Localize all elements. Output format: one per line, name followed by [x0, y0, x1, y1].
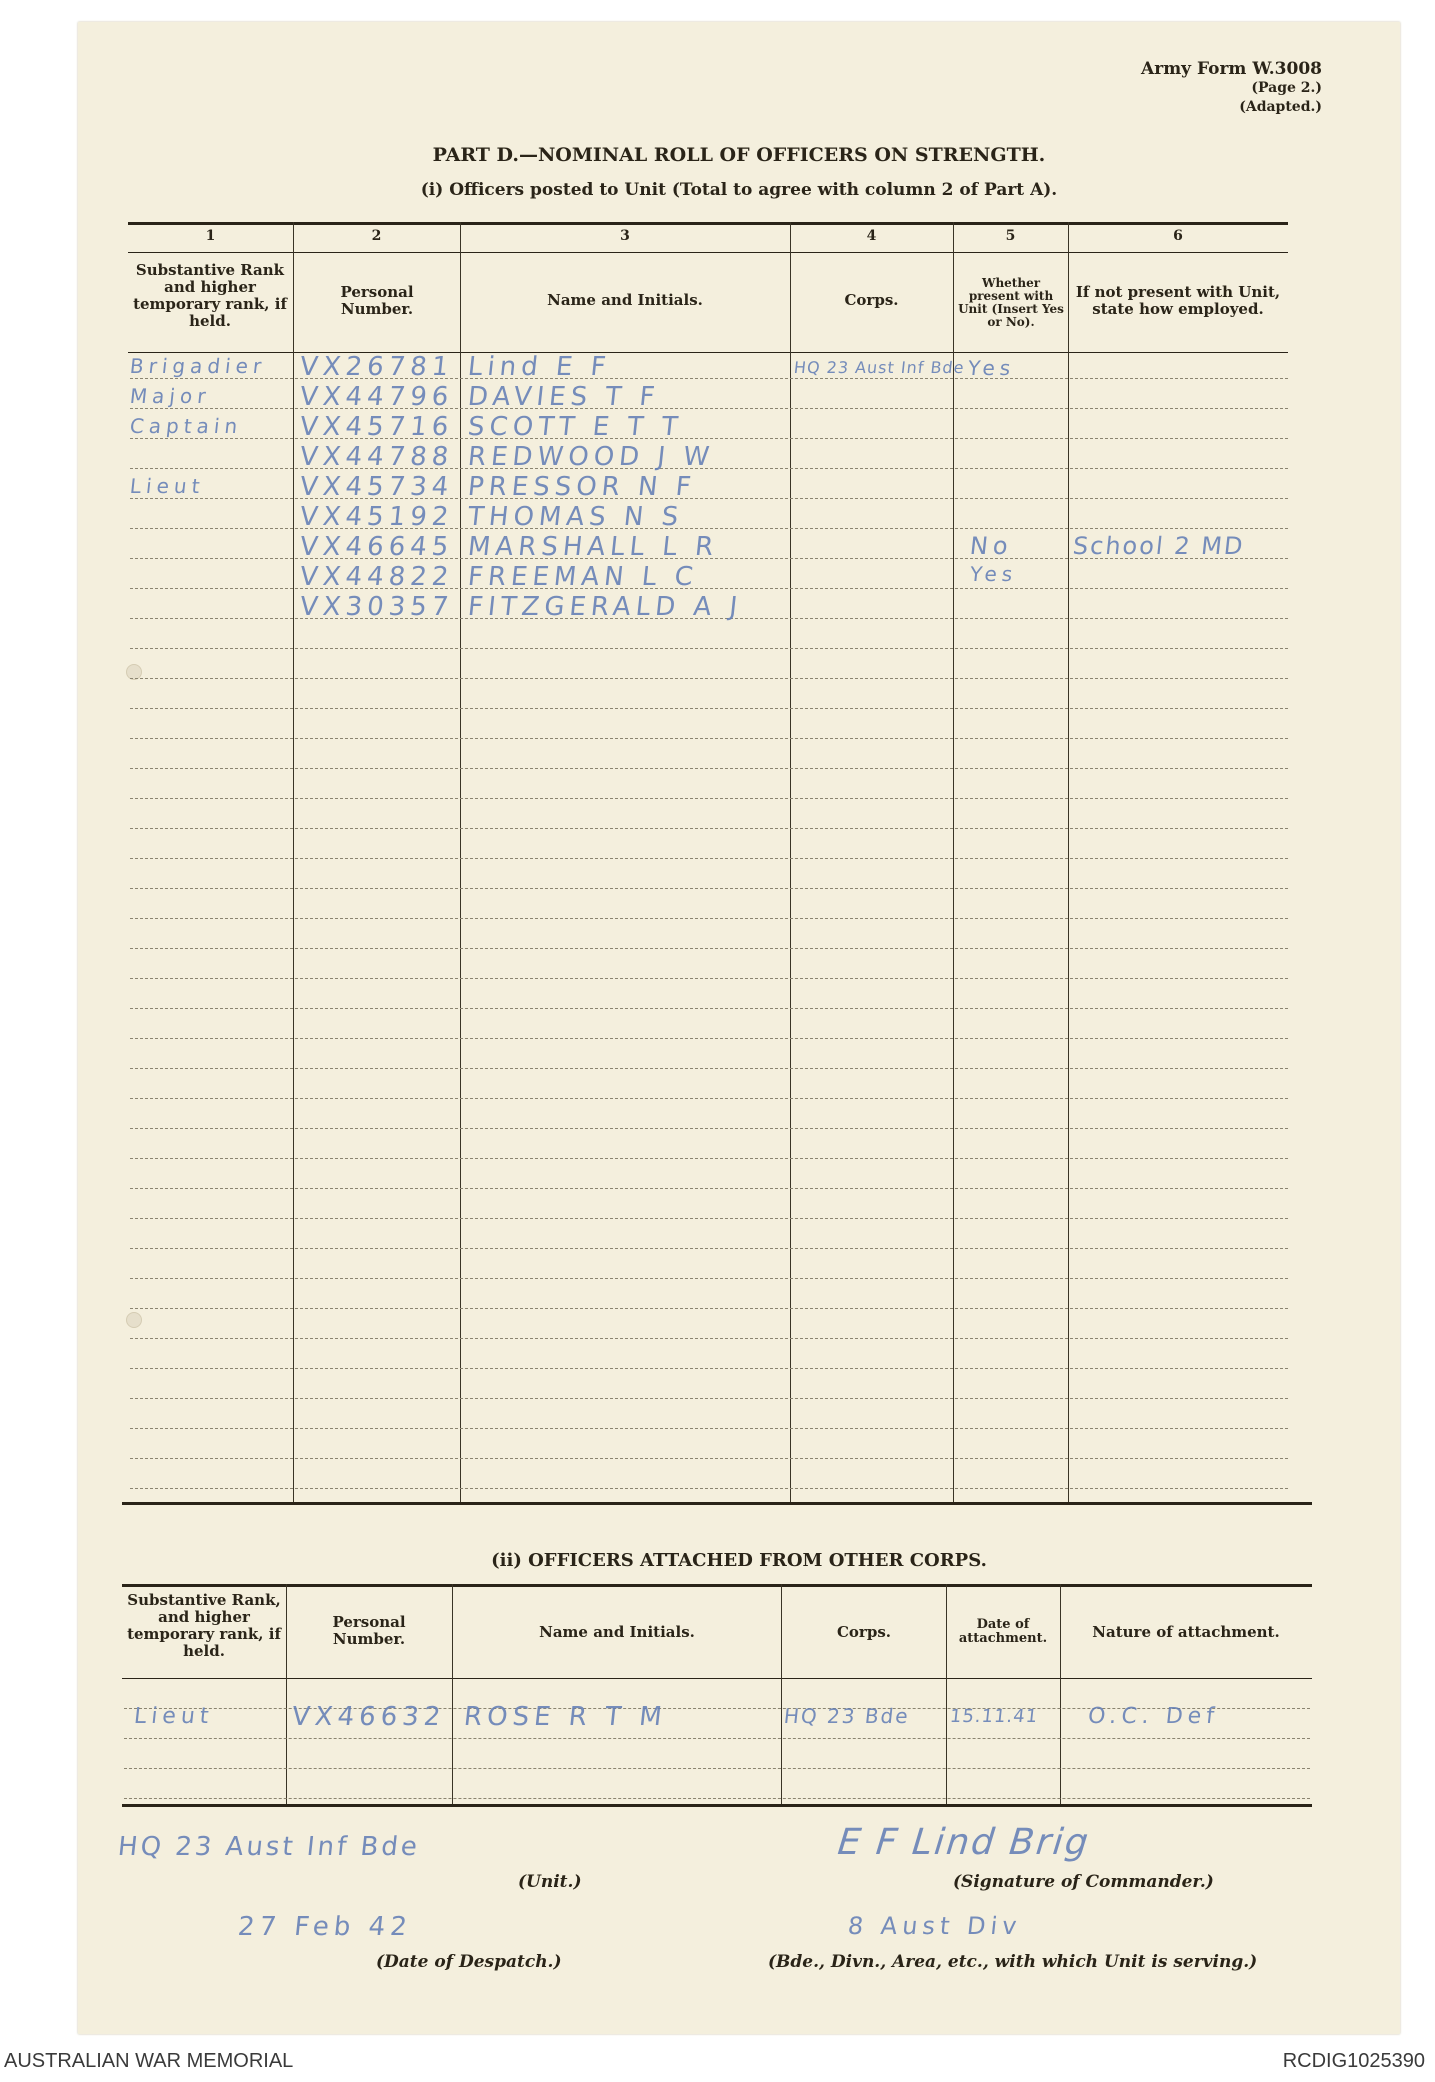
row-name: PRESSOR N F — [466, 472, 698, 502]
row-name: SCOTT E T T — [466, 412, 684, 442]
row-name: REDWOOD J W — [466, 442, 716, 472]
unit-label: (Unit.) — [518, 1872, 582, 1892]
ruled-line — [130, 978, 1288, 980]
form-identifier — [1141, 60, 1322, 117]
row-rank: Lieut — [132, 1704, 215, 1729]
ruled-line — [130, 1488, 1288, 1490]
column-number: 2 — [371, 228, 382, 244]
row-number: VX45716 — [298, 412, 455, 442]
ruled-line — [124, 1768, 1310, 1770]
header-employed: If not present with Unit, state how employed. — [1075, 283, 1281, 318]
column-number: 5 — [1005, 228, 1016, 244]
row-number: VX44796 — [298, 382, 455, 412]
archive-credit: AUSTRALIAN WAR MEMORIAL — [4, 2050, 294, 2072]
part-ii-title: (ii) OFFICERS ATTACHED FROM OTHER CORPS. — [491, 1550, 987, 1571]
row-name: THOMAS N S — [466, 502, 685, 532]
column-divider — [946, 1584, 947, 1804]
column-number: 4 — [866, 228, 877, 244]
row-nature: O.C. Def — [1086, 1704, 1221, 1729]
formation-value: 8 Aust Div — [846, 1912, 1023, 1940]
row-corps: HQ 23 Bde — [782, 1704, 911, 1728]
header-name: Name and Initials. — [539, 1623, 695, 1641]
ruled-line — [130, 738, 1288, 740]
column-divider — [452, 1584, 453, 1804]
row-corps: HQ 23 Aust Inf Bde — [793, 358, 966, 377]
ruled-line — [130, 1278, 1288, 1280]
table-bottom-rule — [122, 1502, 1312, 1505]
row-present: Yes — [966, 356, 1017, 380]
unit-value: HQ 23 Aust Inf Bde — [116, 1832, 422, 1862]
part-d-subtitle: (i) Officers posted to Unit (Total to agree with column 2 of Part A). — [420, 180, 1058, 200]
header-bottom-rule — [122, 1678, 1312, 1679]
header-personal-number: Personal Number. — [340, 283, 414, 318]
column-divider — [953, 222, 954, 1502]
ruled-line — [130, 708, 1288, 710]
column-divider — [1060, 1584, 1061, 1804]
header-personal-number: Personal Number. — [332, 1613, 406, 1648]
form-sheet — [78, 22, 1400, 2034]
ruled-line — [130, 1338, 1288, 1340]
ruled-line — [130, 768, 1288, 770]
ruled-line — [130, 1248, 1288, 1250]
ruled-line — [130, 858, 1288, 860]
formation-label: (Bde., Divn., Area, etc., with which Unit is serving.) — [768, 1952, 1258, 1972]
ruled-line — [130, 1368, 1288, 1370]
header-corps: Corps. — [844, 291, 899, 309]
header-name: Name and Initials. — [547, 291, 703, 309]
part-d-title: PART D.—NOMINAL ROLL OF OFFICERS ON STRENGTH. — [432, 144, 1046, 166]
row-number: VX46632 — [290, 1702, 447, 1732]
row-number: VX44788 — [298, 442, 455, 472]
column-divider — [293, 222, 294, 1502]
archive-id: RCDIG1025390 — [1282, 2050, 1425, 2072]
form-page: (Page 2.) — [1251, 80, 1322, 96]
ruled-line — [130, 948, 1288, 950]
ruled-line — [130, 648, 1288, 650]
punch-hole — [126, 1312, 142, 1328]
row-number: VX26781 — [298, 352, 455, 382]
header-rank: Substantive Rank and higher temporary rank, if held. — [133, 261, 287, 330]
ruled-line — [130, 918, 1288, 920]
column-divider — [460, 222, 461, 1502]
ruled-line — [130, 1458, 1288, 1460]
ruled-line — [124, 1738, 1310, 1740]
row-name: FREEMAN L C — [466, 562, 700, 592]
table-top-rule — [128, 222, 1288, 225]
ruled-line — [130, 1398, 1288, 1400]
signature-label: (Signature of Commander.) — [953, 1872, 1214, 1892]
column-divider — [781, 1584, 782, 1804]
row-number: VX45192 — [298, 502, 455, 532]
row-rank: Brigadier — [128, 354, 268, 378]
despatch-date-label: (Date of Despatch.) — [376, 1952, 562, 1972]
table-top-rule — [122, 1584, 1312, 1587]
column-divider — [1068, 222, 1069, 1502]
row-rank: Lieut — [128, 474, 206, 498]
column-divider — [790, 222, 791, 1502]
ruled-line — [130, 1158, 1288, 1160]
column-number: 6 — [1173, 228, 1183, 244]
column-divider — [286, 1584, 287, 1804]
header-rank: Substantive Rank, and higher temporary rank, if held. — [127, 1591, 281, 1660]
column-number: 1 — [205, 228, 216, 244]
ruled-line — [130, 1428, 1288, 1430]
row-name: DAVIES T F — [466, 382, 662, 412]
form-adapted: (Adapted.) — [1239, 99, 1322, 115]
header-present: Whether present with Unit (Insert Yes or No). — [958, 276, 1064, 329]
row-rank: Major — [128, 384, 212, 408]
row-name: Lind E F — [466, 352, 613, 382]
ruled-line — [130, 1218, 1288, 1220]
form-id: Army Form W.3008 — [1141, 59, 1322, 79]
row-number: VX44822 — [298, 562, 455, 592]
row-rank: Captain — [128, 414, 244, 438]
row-number: VX45734 — [298, 472, 455, 502]
row-number: VX30357 — [298, 592, 455, 622]
ruled-line — [130, 1308, 1288, 1310]
ruled-line — [130, 1038, 1288, 1040]
header-date: Date of attachment. — [958, 1617, 1048, 1646]
row-date: 15.11.41 — [948, 1706, 1040, 1727]
despatch-date-value: 27 Feb 42 — [236, 1912, 414, 1942]
ruled-line — [130, 1188, 1288, 1190]
ruled-line — [124, 1798, 1310, 1800]
ruled-line — [130, 1008, 1288, 1010]
ruled-line — [130, 1098, 1288, 1100]
row-name: MARSHALL L R — [466, 532, 720, 562]
row-present: Yes — [968, 562, 1019, 586]
ruled-line — [130, 678, 1288, 680]
row-number: VX46645 — [298, 532, 455, 562]
header-nature: Nature of attachment. — [1092, 1623, 1280, 1641]
ruled-line — [130, 798, 1288, 800]
row-employed: School 2 MD — [1071, 532, 1246, 560]
row-present: No — [968, 532, 1015, 560]
table-bottom-rule — [122, 1804, 1312, 1807]
column-number: 3 — [620, 228, 630, 244]
row-name: FITZGERALD A J — [466, 592, 744, 622]
column-number-rule — [128, 252, 1288, 253]
row-name: ROSE R T M — [462, 1702, 669, 1732]
ruled-line — [130, 1068, 1288, 1070]
ruled-line — [130, 888, 1288, 890]
ruled-line — [130, 828, 1288, 830]
ruled-line — [130, 1128, 1288, 1130]
header-corps: Corps. — [836, 1623, 891, 1641]
commander-signature: E F Lind Brig — [835, 1822, 1093, 1863]
